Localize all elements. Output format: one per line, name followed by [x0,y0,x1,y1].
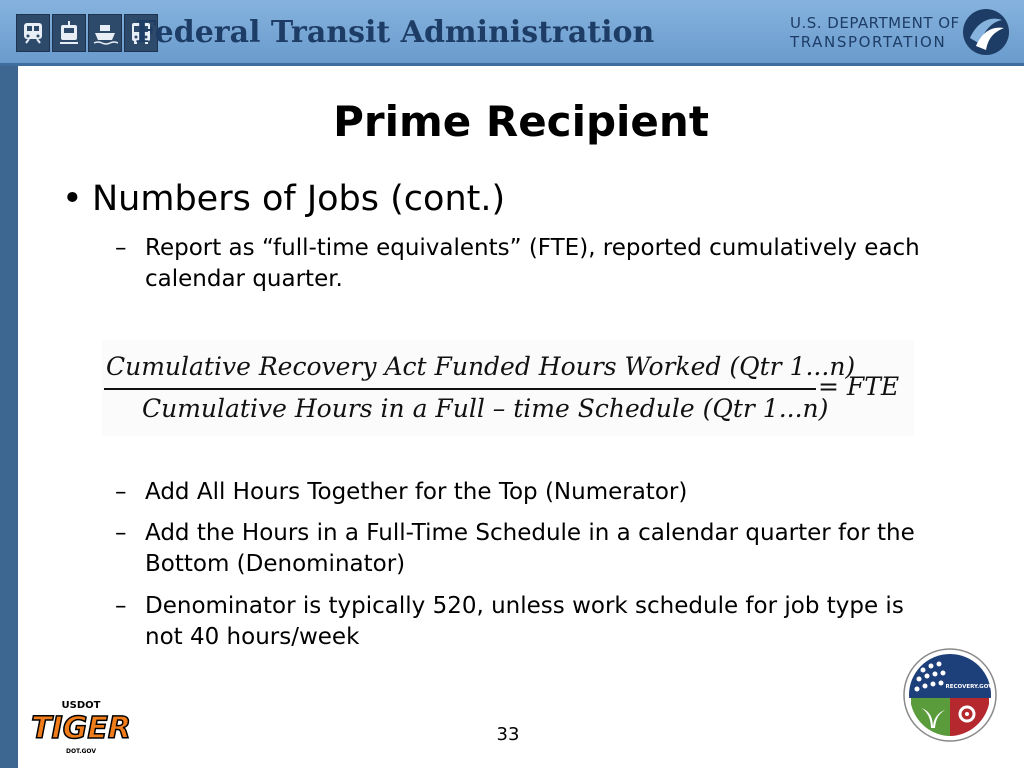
slide-title: Prime Recipient [333,97,709,146]
dash-marker: – [115,520,127,546]
formula-numerator: Cumulative Recovery Act Funded Hours Worked (Qtr 1...n) [106,352,856,381]
dot-logo-icon [962,8,1010,56]
page-number: 33 [496,724,520,745]
dash-marker: – [115,235,127,261]
formula-result: = FTE [818,372,900,401]
fraction-line [104,388,816,390]
header-banner [0,0,1024,66]
sub-bullet-denominator [115,518,935,580]
bullet-dot-icon: • [62,179,83,219]
fte-formula [102,340,914,436]
sub-bullet-text: Add All Hours Together for the Top (Numerator) [145,479,688,505]
sub-bullet-text: Denominator is typically 520, unless work schedule for job type is not 40 hours/week [145,593,904,650]
agency-name: Federal Transit Administration [135,15,655,50]
left-accent-bar [0,66,18,768]
tiger-bottom-text: DOT.GOV [65,748,97,755]
main-bullet [62,176,505,222]
subway-train-icon [16,14,50,52]
formula-denominator: Cumulative Hours in a Full – time Schedule (Qtr 1...n) [142,394,829,423]
tiger-top-text: USDOT [61,700,101,711]
dot-wordmark [790,14,960,52]
dot-line-1: U.S. DEPARTMENT OF [790,14,960,32]
recovery-gov-logo-icon [903,648,997,742]
main-bullet-text: Numbers of Jobs (cont.) [92,179,506,219]
sub-bullet-text: Add the Hours in a Full-Time Schedule in a calendar quarter for the Bottom (Denominator) [145,520,915,577]
sub-bullet-fte [115,233,935,295]
ferry-icon [88,14,122,52]
tram-icon [52,14,86,52]
sub-bullet-text: Report as “full-time equivalents” (FTE), reported cumulatively each calendar quarter. [145,235,920,292]
recovery-text: RECOVERY.GOV [945,684,993,690]
sub-bullet-numerator [115,477,935,508]
tiger-word-text: TIGER [31,711,131,746]
tiger-logo-icon [28,696,134,758]
dot-line-2: TRANSPORTATION [790,33,947,51]
dash-marker: – [115,479,127,505]
sub-bullet-520 [115,591,935,653]
dash-marker: – [115,593,127,619]
